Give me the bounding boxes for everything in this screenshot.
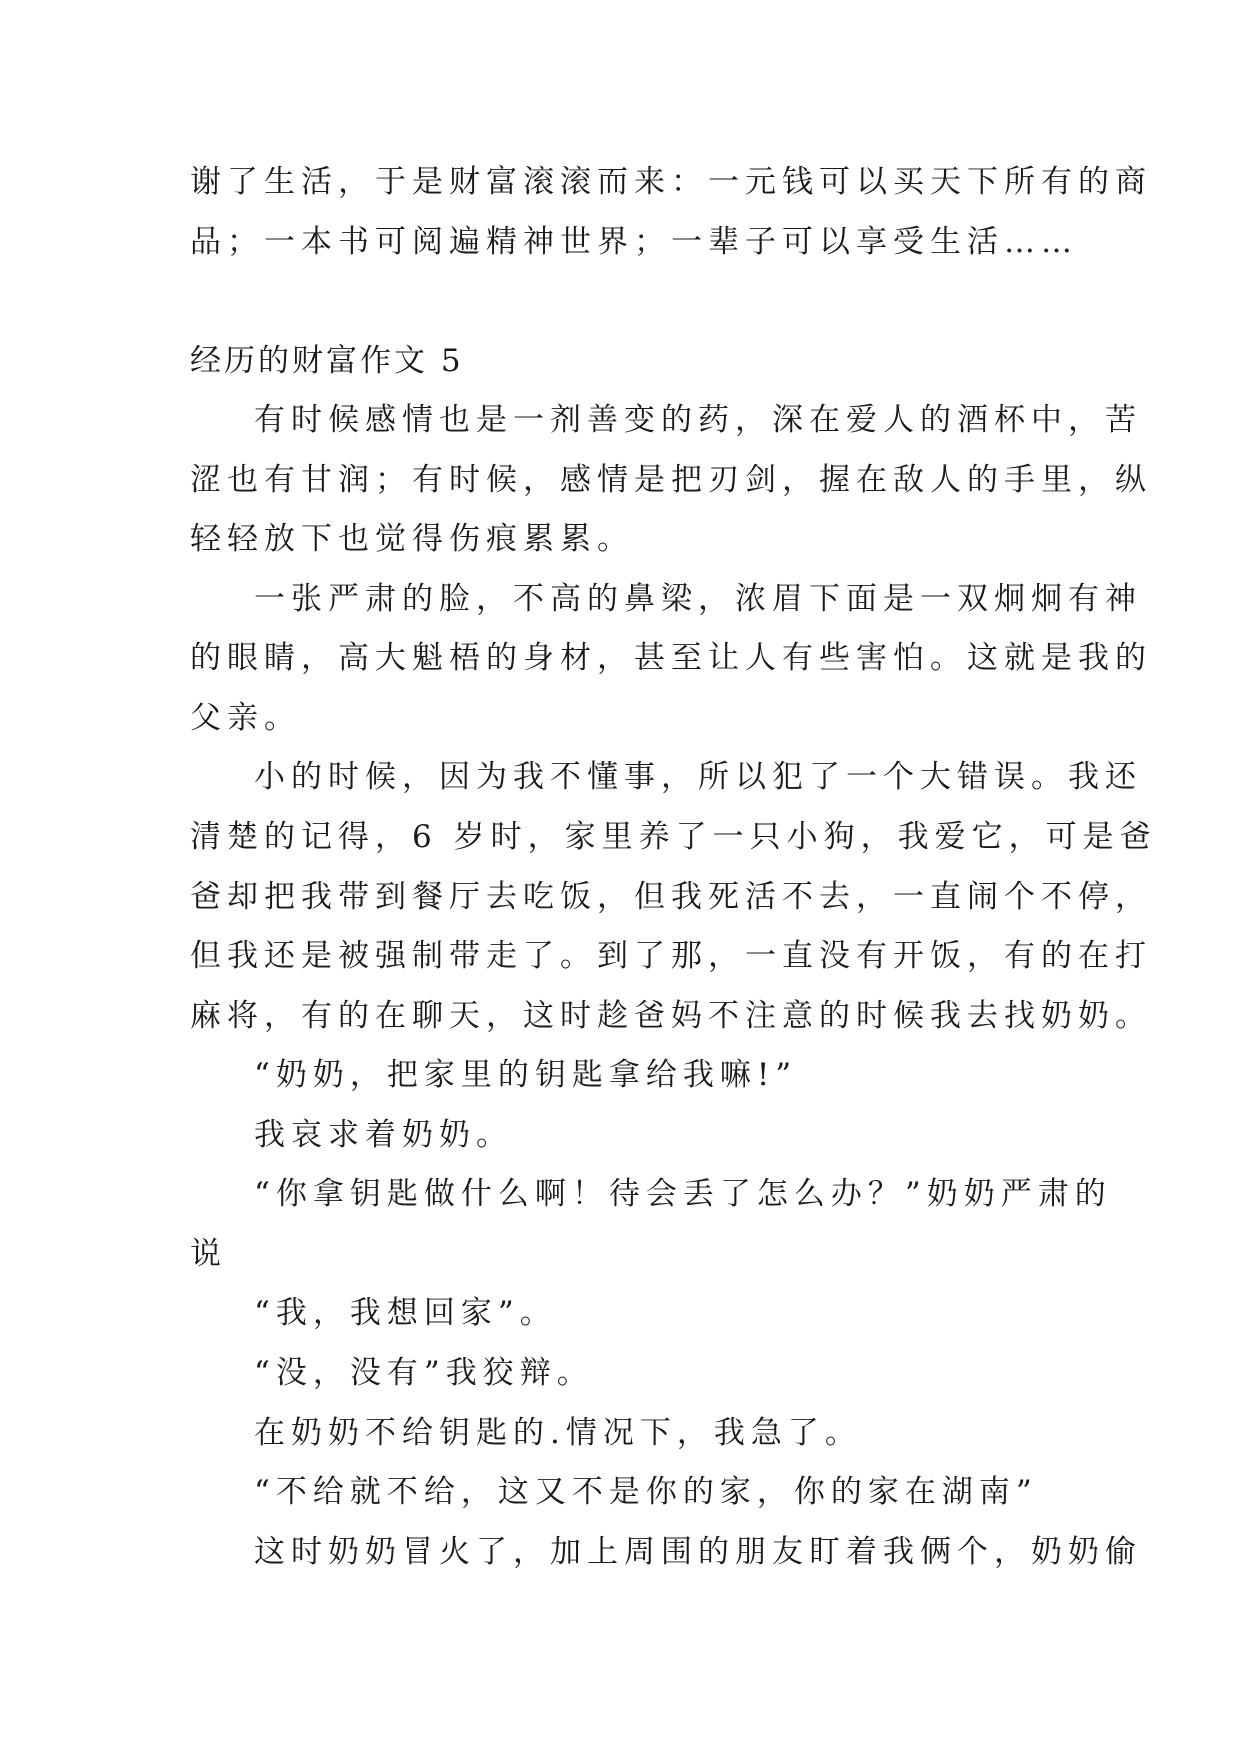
section-heading: 经历的财富作文 5: [190, 343, 464, 379]
paragraph-line: 谢了生活，于是财富滚滚而来：一元钱可以买天下所有的商: [190, 164, 1152, 200]
paragraph-line: 轻轻放下也觉得伤痕累累。: [190, 521, 634, 557]
paragraph-line: 麻将，有的在聊天，这时趁爸妈不注意的时候我去找奶奶。: [190, 998, 1152, 1034]
dialogue-line: “没，没有”我狡辩。: [254, 1355, 594, 1391]
paragraph-line: 品；一本书可阅遍精神世界；一辈子可以享受生活……: [190, 224, 1078, 260]
paragraph-line: 涩也有甘润；有时候，感情是把刃剑，握在敌人的手里，纵: [190, 462, 1152, 498]
paragraph-line: 说: [190, 1236, 227, 1272]
paragraph-line: 小的时候，因为我不懂事，所以犯了一个大错误。我还: [254, 759, 1142, 795]
paragraph-line: 有时候感情也是一剂善变的药，深在爱人的酒杯中，苦: [254, 402, 1142, 438]
paragraph-line: 这时奶奶冒火了，加上周围的朋友盯着我俩个，奶奶偷: [254, 1534, 1142, 1570]
paragraph-line: 的眼睛，高大魁梧的身材，甚至让人有些害怕。这就是我的: [190, 640, 1152, 676]
paragraph-line: 一张严肃的脸，不高的鼻梁，浓眉下面是一双炯炯有神: [254, 581, 1142, 617]
dialogue-line: “我，我想回家”。: [254, 1295, 557, 1331]
paragraph-line: 但我还是被强制带走了。到了那，一直没有开饭，有的在打: [190, 938, 1152, 974]
dialogue-line: “你拿钥匙做什么啊！待会丢了怎么办？”奶奶严肃的: [254, 1176, 1112, 1212]
dialogue-line: “不给就不给，这又不是你的家，你的家在湖南”: [254, 1474, 1038, 1510]
paragraph-line: 清楚的记得，6 岁时，家里养了一只小狗，我爱它，可是爸: [190, 819, 1157, 855]
paragraph-line: 我哀求着奶奶。: [254, 1117, 513, 1153]
paragraph-line: 父亲。: [190, 700, 301, 736]
dialogue-line: “奶奶，把家里的钥匙拿给我嘛!”: [254, 1057, 798, 1093]
paragraph-line: 在奶奶不给钥匙的.情况下，我急了。: [254, 1415, 862, 1451]
paragraph-line: 爸却把我带到餐厅去吃饭，但我死活不去，一直闹个不停，: [190, 879, 1152, 915]
